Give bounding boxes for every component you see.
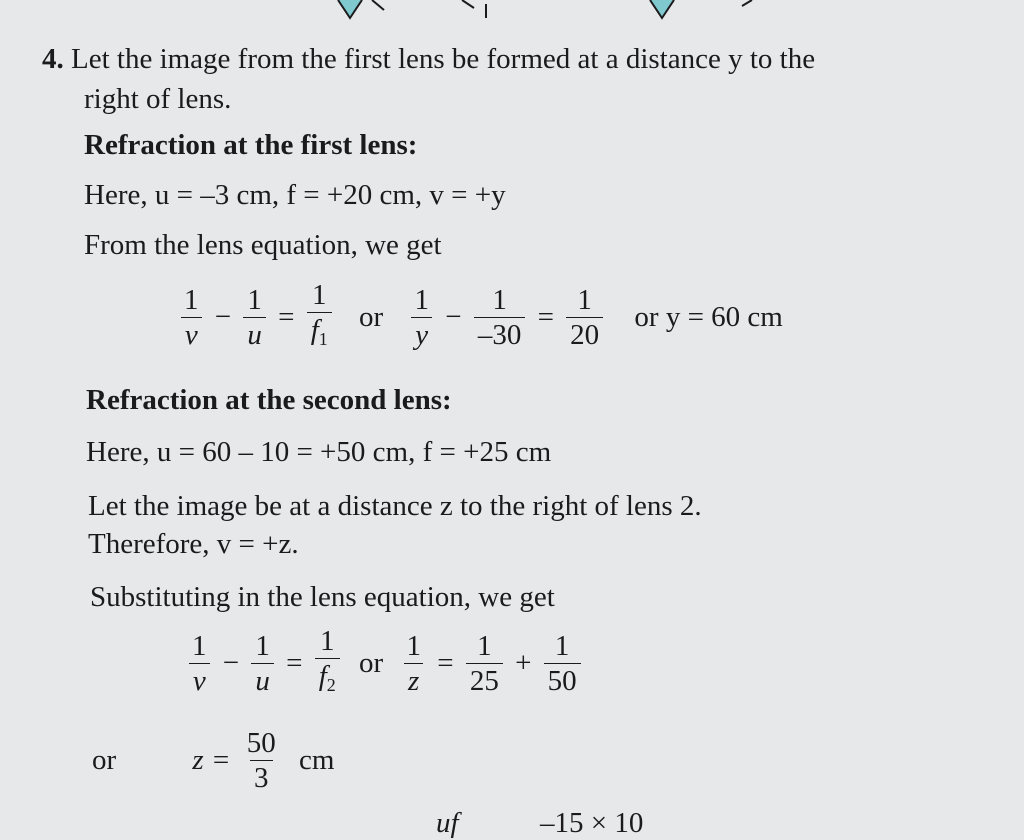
first-lens-lead: From the lens equation, we get bbox=[84, 229, 442, 261]
second-lens-therefore: Therefore, v = +z. bbox=[88, 528, 299, 560]
second-lens-equation: $\frac{1}{v}$ − $\frac{1}{u}$ = $\frac{1}{f_2}$ or $\frac{1}{z}$ = $\frac{1}{25}$ + $\frac{1}{50}$ bbox=[186, 626, 583, 700]
or-word-2: or bbox=[359, 646, 384, 679]
or-word-final: or bbox=[92, 744, 117, 776]
frac2-1-50: $\frac{1}{50}$ bbox=[544, 631, 581, 696]
first-lens-heading: Refraction at the first lens: bbox=[84, 129, 418, 161]
second-lens-lead: Substituting in the lens equation, we get bbox=[90, 581, 555, 613]
frac2-1-25: $\frac{1}{25}$ bbox=[466, 631, 503, 696]
problem-intro-line-1 bbox=[42, 42, 815, 76]
final-result: or z = $\frac{50}{3}$ cm bbox=[92, 727, 335, 794]
first-lens-equation: $\frac{1}{v}$ − $\frac{1}{u}$ = $\frac{1}{f_1}$ or $\frac{1}{y}$ − $\frac{1}{-30}$ = $\frac{1}{20}$ or y = 60 cm bbox=[178, 280, 801, 354]
frac-1-f1: $\frac{1}{f_1}$ bbox=[307, 280, 332, 354]
first-lens-result: or y = 60 cm bbox=[634, 300, 783, 333]
problem-number: 4. bbox=[42, 43, 64, 75]
frac-1-minus30: $\frac{1}{-30}$ bbox=[474, 285, 526, 350]
intro-text-1: Let the image from the first lens be formed at a distance y to the bbox=[71, 43, 816, 75]
second-lens-heading: Refraction at the second lens: bbox=[86, 384, 452, 416]
frac-1-y: $\frac{1}{y}$ bbox=[410, 285, 433, 350]
frac2-1-f2: $\frac{1}{f_2}$ bbox=[315, 626, 340, 700]
frac2-1-z: $\frac{1}{z}$ bbox=[402, 631, 425, 696]
cutoff-right: –15 × 10 bbox=[540, 807, 644, 839]
first-lens-given: Here, u = –3 cm, f = +20 cm, v = +y bbox=[84, 179, 506, 211]
or-word: or bbox=[359, 300, 384, 333]
frac2-1-v: $\frac{1}{v}$ bbox=[188, 631, 211, 696]
problem-intro-line-2: right of lens. bbox=[84, 83, 232, 115]
second-lens-let-line: Let the image be at a distance z to the right of lens 2. bbox=[88, 490, 702, 522]
frac-1-v: $\frac{1}{v}$ bbox=[180, 285, 203, 350]
frac-50-3: $\frac{50}{3}$ bbox=[246, 727, 276, 794]
frac-1-20: $\frac{1}{20}$ bbox=[566, 285, 603, 350]
cutoff-left: uf bbox=[436, 807, 459, 839]
frac2-1-u: $\frac{1}{u}$ bbox=[251, 631, 274, 696]
top-figure-fragment bbox=[0, 0, 1024, 24]
second-lens-given: Here, u = 60 – 10 = +50 cm, f = +25 cm bbox=[86, 436, 552, 468]
frac-1-u: $\frac{1}{u}$ bbox=[243, 285, 266, 350]
